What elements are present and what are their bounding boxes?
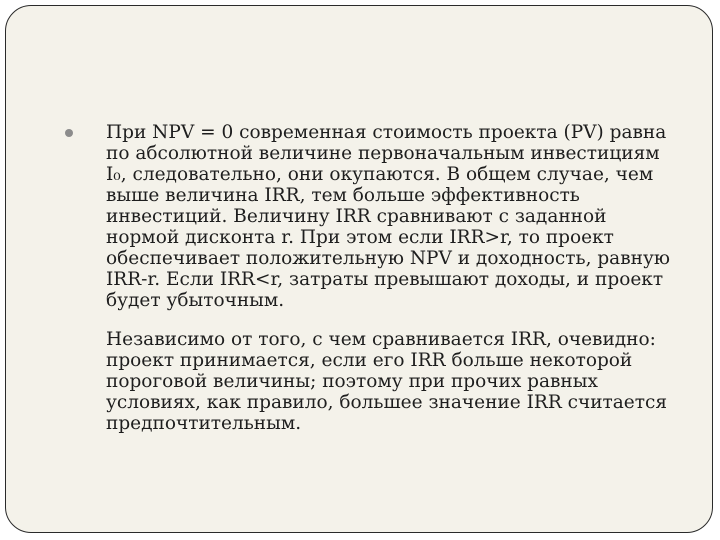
slide-frame <box>5 5 713 533</box>
bullet-icon <box>65 129 73 137</box>
paragraph-npv-irr: При NPV = 0 современная стоимость проекта (PV) равна по абсолютной величине первоначальным инвестициям I₀, следовательно, они окупаются. В общем случае, чем выше величина IRR, тем больше эффективность инвестиций. Величину IRR сравнивают с заданной нормой дисконта r. При этом если IRR>r, то проект обеспечивает положительную NPV и доходность, равную IRR-r. Если IRR<r, затраты превышают доходы, и проект будет убыточным. <box>106 122 670 311</box>
slide-content <box>84 122 684 434</box>
paragraph-irr-comparison: Независимо от того, с чем сравнивается IRR, очевидно: проект принимается, если его IRR больше некоторой пороговой величины; поэтому при прочих равных условиях, как правило, большее значение IRR считается предпочтительным. <box>106 329 668 434</box>
